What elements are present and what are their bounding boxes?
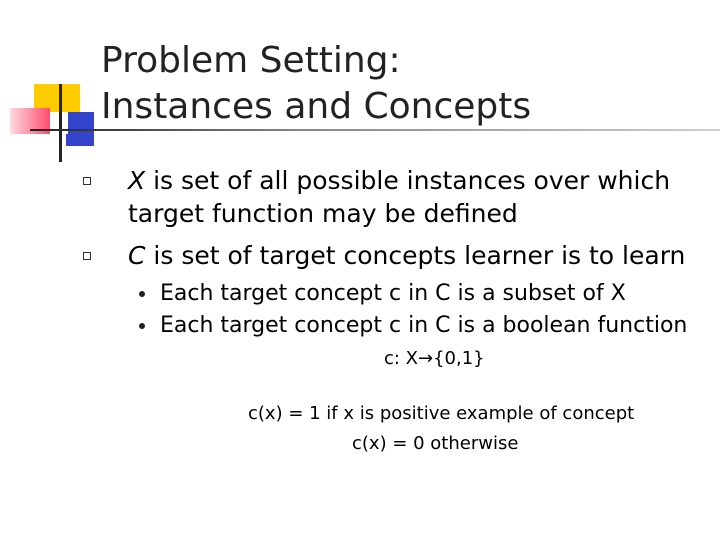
dot-bullet-icon: [139, 323, 145, 329]
bullet-lead-x: X: [128, 166, 146, 195]
sub-bullet-boolean: Each target concept c in C is a boolean function: [160, 313, 688, 338]
decor-vertical-line: [59, 84, 62, 162]
definition-positive: c(x) = 1 if x is positive example of concept: [248, 403, 635, 424]
bullet-instances-cont: target function may be defined: [128, 199, 518, 228]
bullet-text: is set of all possible instances over which: [145, 166, 671, 195]
sub-bullet-subset: Each target concept c in C is a subset of X: [160, 281, 626, 306]
slide-title-line2: Instances and Concepts: [101, 86, 532, 127]
square-bullet-icon: [83, 252, 91, 260]
bullet-instances: [128, 164, 670, 197]
bullet-text: is set of target concepts learner is to learn: [145, 241, 686, 270]
bullet-lead-c: C: [128, 241, 146, 270]
bullet-concepts: [128, 239, 685, 272]
definition-otherwise: c(x) = 0 otherwise: [352, 433, 519, 454]
slide-title-line1: Problem Setting:: [101, 40, 401, 81]
concept-formula: c: X→{0,1}: [384, 348, 485, 369]
square-bullet-icon: [83, 177, 91, 185]
dot-bullet-icon: [139, 291, 145, 297]
slide-title: [101, 38, 531, 130]
